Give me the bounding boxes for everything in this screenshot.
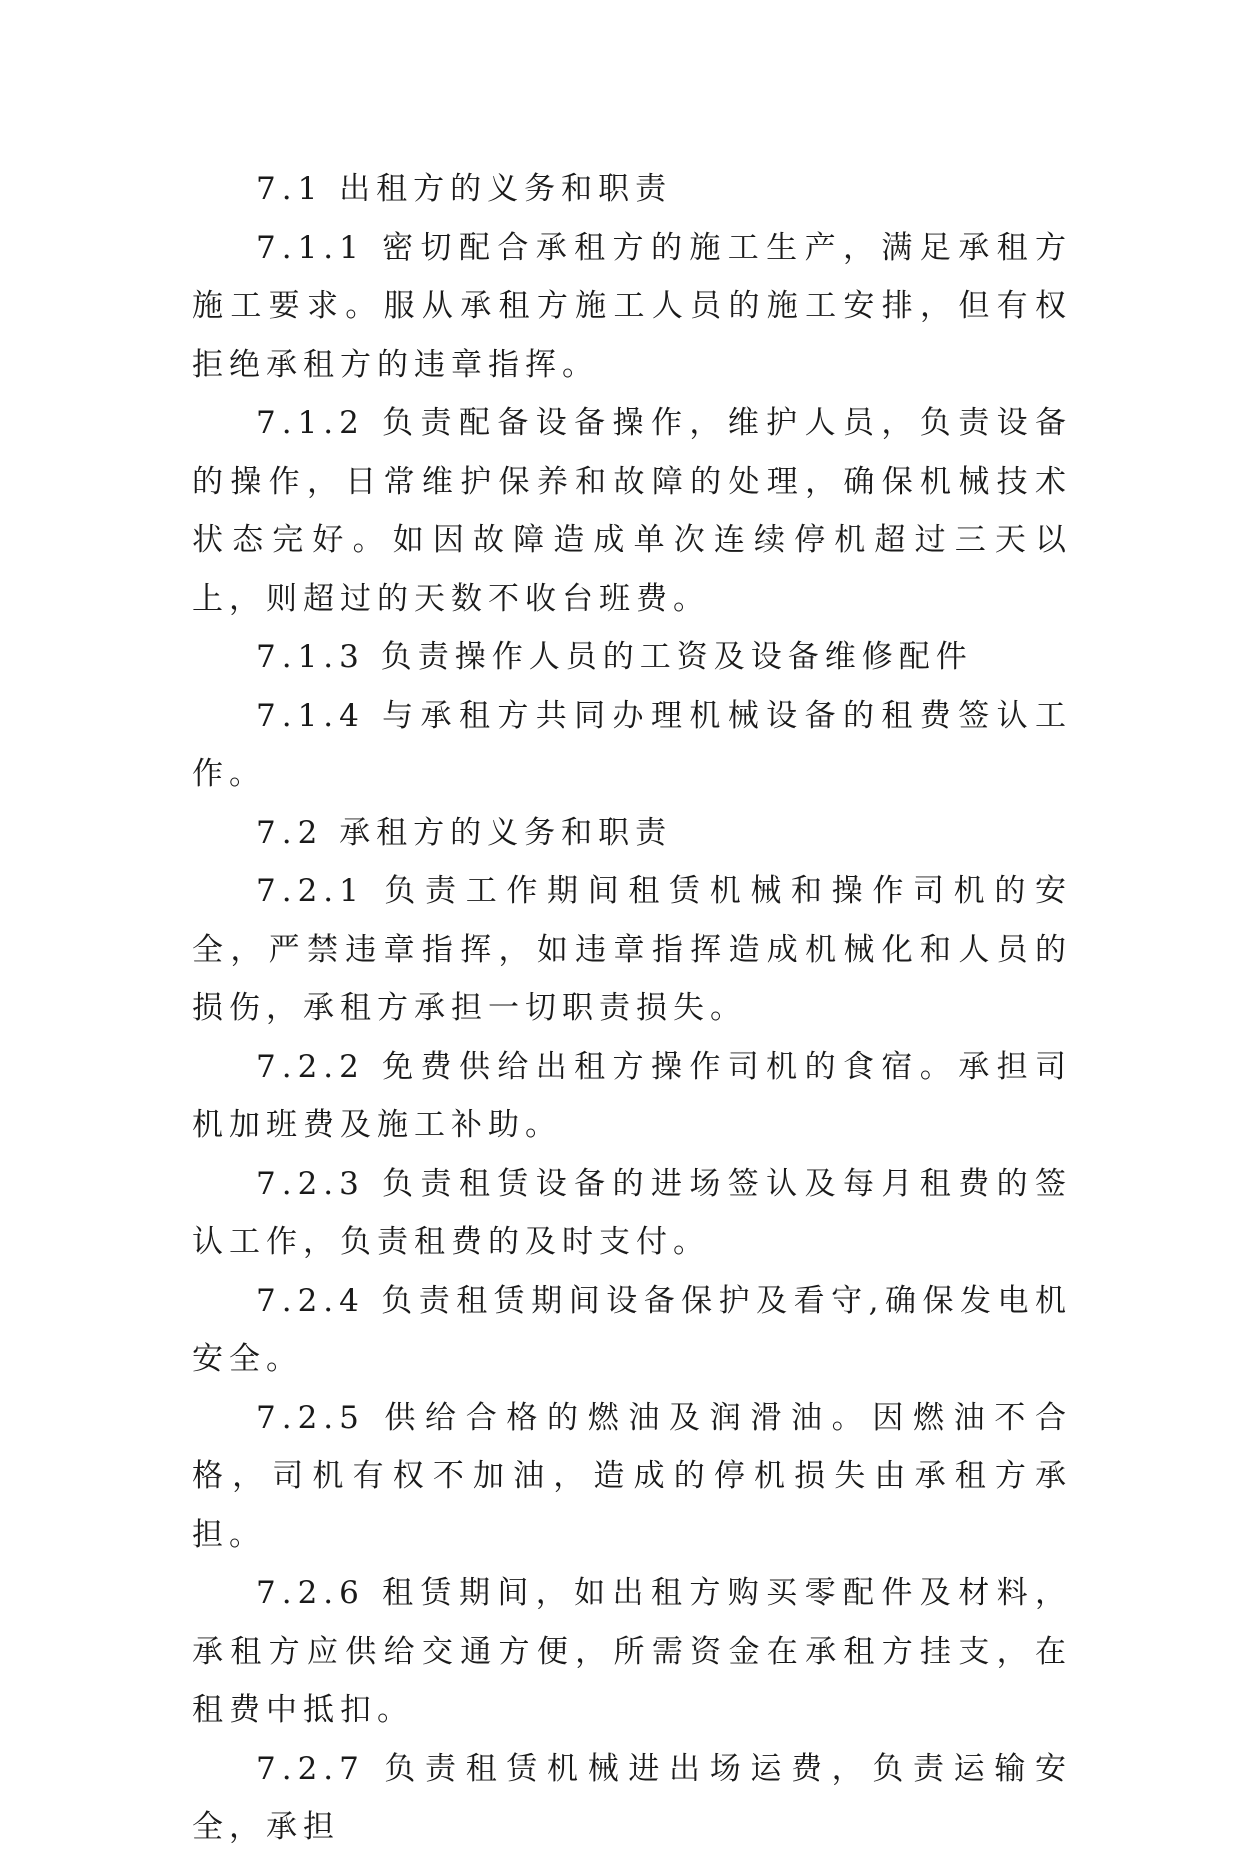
clause-7-2-1: 7.2.1 负责工作期间租赁机械和操作司机的安全，严禁违章指挥，如违章指挥造成机械化和人员的损伤，承租方承担一切职责损失。: [192, 873, 1072, 1026]
clause-7-1-2: 7.1.2 负责配备设备操作，维护人员，负责设备的操作，日常维护保养和故障的处理，确保机械技术状态完好。如因故障造成单次连续停机超过三天以上，则超过的天数不收台班费。: [192, 405, 1072, 617]
clause-7-2-5: 7.2.5 供给合格的燃油及润滑油。因燃油不合格，司机有权不加油，造成的停机损失由承租方承担。: [192, 1399, 1072, 1553]
clause-7-2-2: 7.2.2 免费供给出租方操作司机的食宿。承担司机加班费及施工补助。: [192, 1048, 1072, 1143]
clause-7-2-7: 7.2.7 负责租赁机械进出场运费，负责运输安全，承担: [192, 1750, 1072, 1845]
clause-7-2-3: 7.2.3 负责租赁设备的进场签认及每月租费的签认工作，负责租费的及时支付。: [192, 1165, 1072, 1260]
clause-7-2-6: 7.2.6 租赁期间，如出租方购买零配件及材料，承租方应供给交通方便，所需资金在承租方挂支，在租费中抵扣。: [192, 1575, 1072, 1728]
document-page: [192, 160, 1072, 1857]
clause-7-2-4: 7.2.4 负责租赁期间设备保护及看守,确保发电机安全。: [192, 1282, 1072, 1377]
clause-7-1-4: 7.1.4 与承租方共同办理机械设备的租费签认工作。: [192, 697, 1072, 792]
section-heading-7-2: 7.2 承租方的义务和职责: [256, 814, 673, 851]
clause-7-1-1: 7.1.1 密切配合承租方的施工生产，满足承租方施工要求。服从承租方施工人员的施工安排，但有权拒绝承租方的违章指挥。: [192, 229, 1072, 383]
section-heading-7-1: 7.1 出租方的义务和职责: [256, 171, 673, 207]
clause-7-1-3: 7.1.3 负责操作人员的工资及设备维修配件: [256, 639, 973, 675]
